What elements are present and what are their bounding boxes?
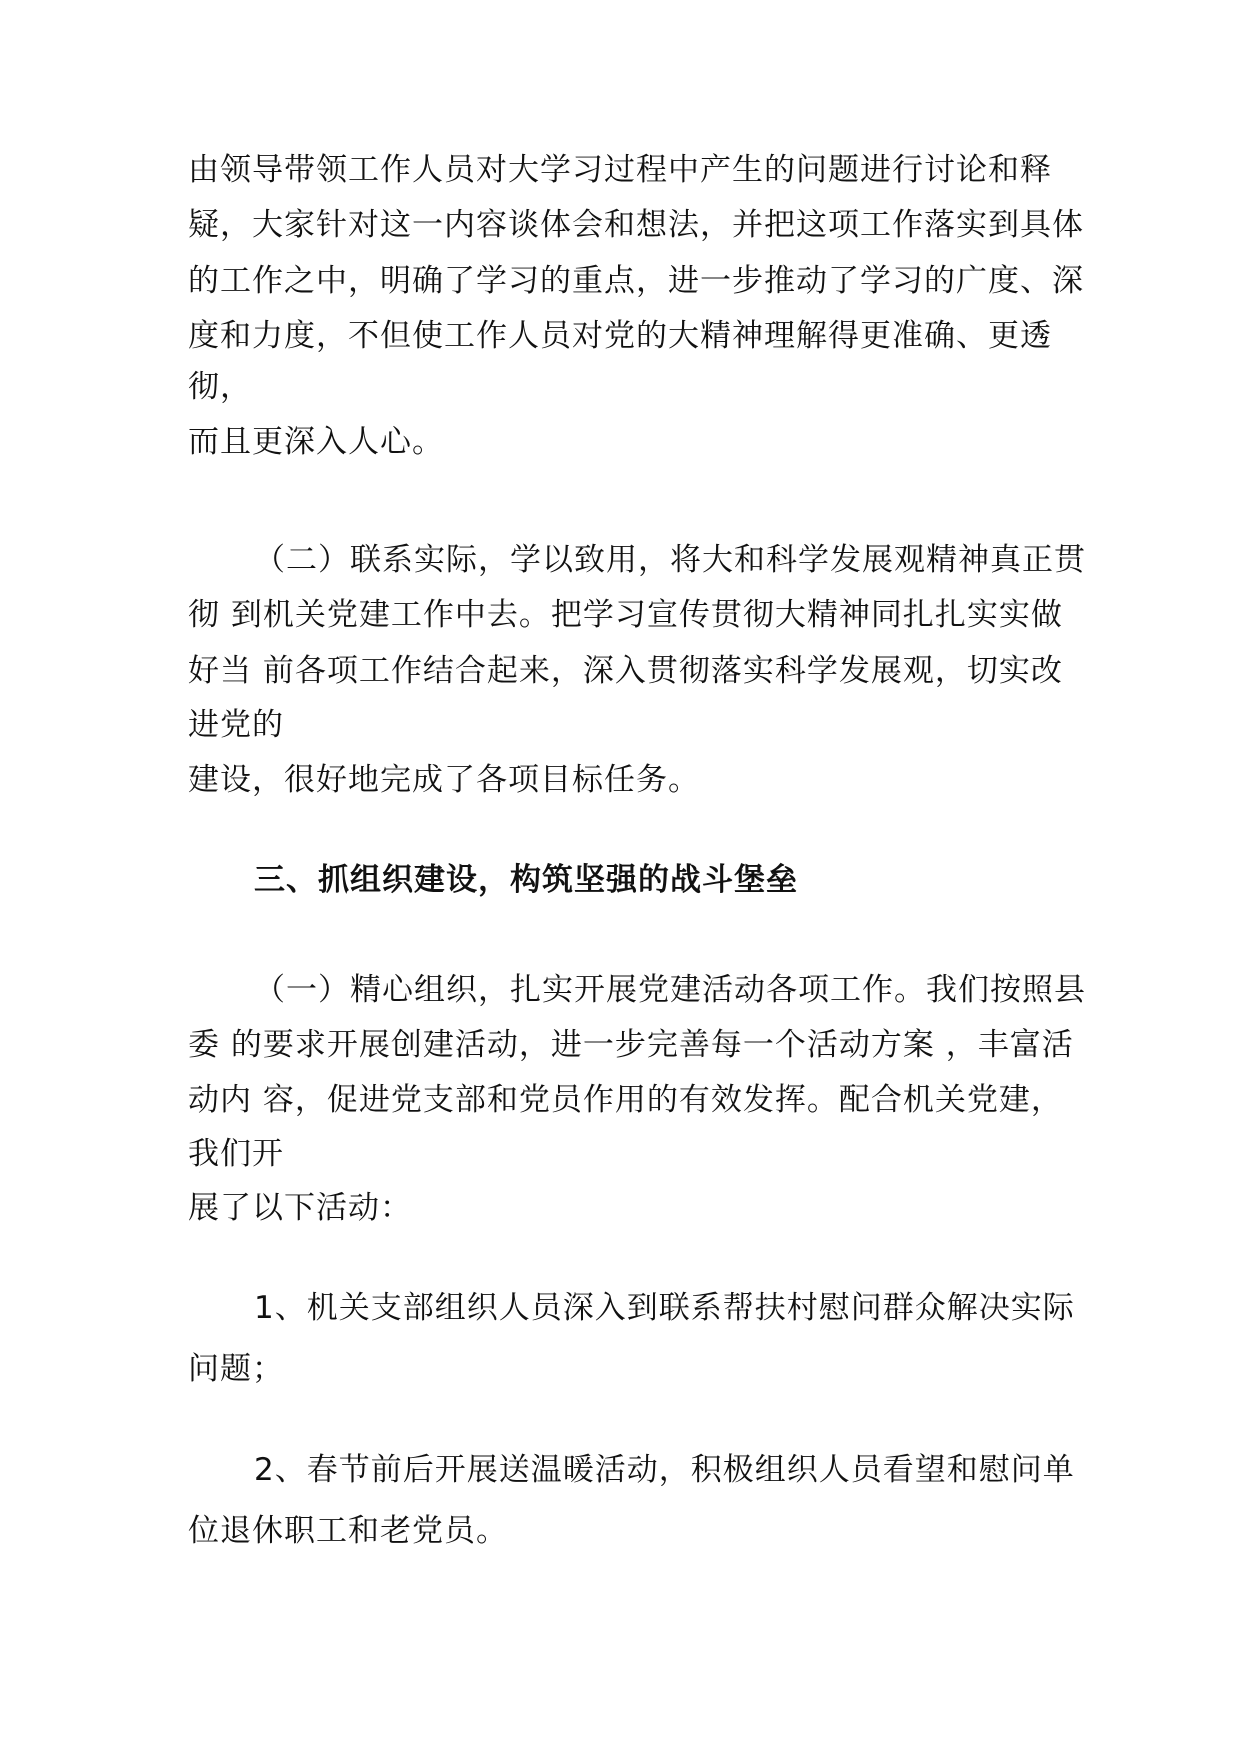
paragraph-1-line-6: 而且更深入人心。 (188, 424, 444, 460)
list-item-2-line-1: 2、春节前后开展送温暖活动，积极组织人员看望和慰问单 (254, 1452, 1075, 1488)
paragraph-1-line-3: 的工作之中，明确了学习的重点，进一步推动了学习的广度、深 (188, 263, 1084, 299)
paragraph-3-line-3: 动内 容，促进党支部和党员作用的有效发挥。配合机关党建， (188, 1082, 1063, 1118)
paragraph-2-line-4: 进党的 (188, 707, 284, 743)
paragraph-3-line-1: （一）精心组织，扎实开展党建活动各项工作。我们按照县 (254, 972, 1086, 1008)
section-heading: 三、抓组织建设，构筑坚强的战斗堡垒 (254, 862, 798, 898)
paragraph-3-line-2: 委 的要求开展创建活动，进一步完善每一个活动方案 ，丰富活 (188, 1027, 1074, 1063)
paragraph-2-line-1: （二）联系实际，学以致用，将大和科学发展观精神真正贯 (254, 542, 1086, 578)
list-item-2-line-2: 位退休职工和老党员。 (188, 1513, 508, 1549)
paragraph-1-line-2: 疑，大家针对这一内容谈体会和想法，并把这项工作落实到具体 (188, 207, 1084, 243)
paragraph-1-line-4: 度和力度，不但使工作人员对党的大精神理解得更准确、更透 (188, 318, 1052, 354)
paragraph-3-line-5: 展了以下活动： (188, 1190, 412, 1226)
paragraph-1-line-5: 彻， (188, 369, 252, 405)
paragraph-2-line-3: 好当 前各项工作结合起来，深入贯彻落实科学发展观，切实改 (188, 653, 1063, 689)
paragraph-2-line-2: 彻 到机关党建工作中去。把学习宣传贯彻大精神同扎扎实实做 (188, 597, 1063, 633)
list-item-1-line-2: 问题； (188, 1351, 284, 1387)
paragraph-3-line-4: 我们开 (188, 1136, 284, 1172)
list-item-1-line-1: 1、机关支部组织人员深入到联系帮扶村慰问群众解决实际 (254, 1290, 1075, 1326)
paragraph-1-line-1: 由领导带领工作人员对大学习过程中产生的问题进行讨论和释 (188, 152, 1052, 188)
paragraph-2-line-5: 建设，很好地完成了各项目标任务。 (188, 762, 700, 798)
